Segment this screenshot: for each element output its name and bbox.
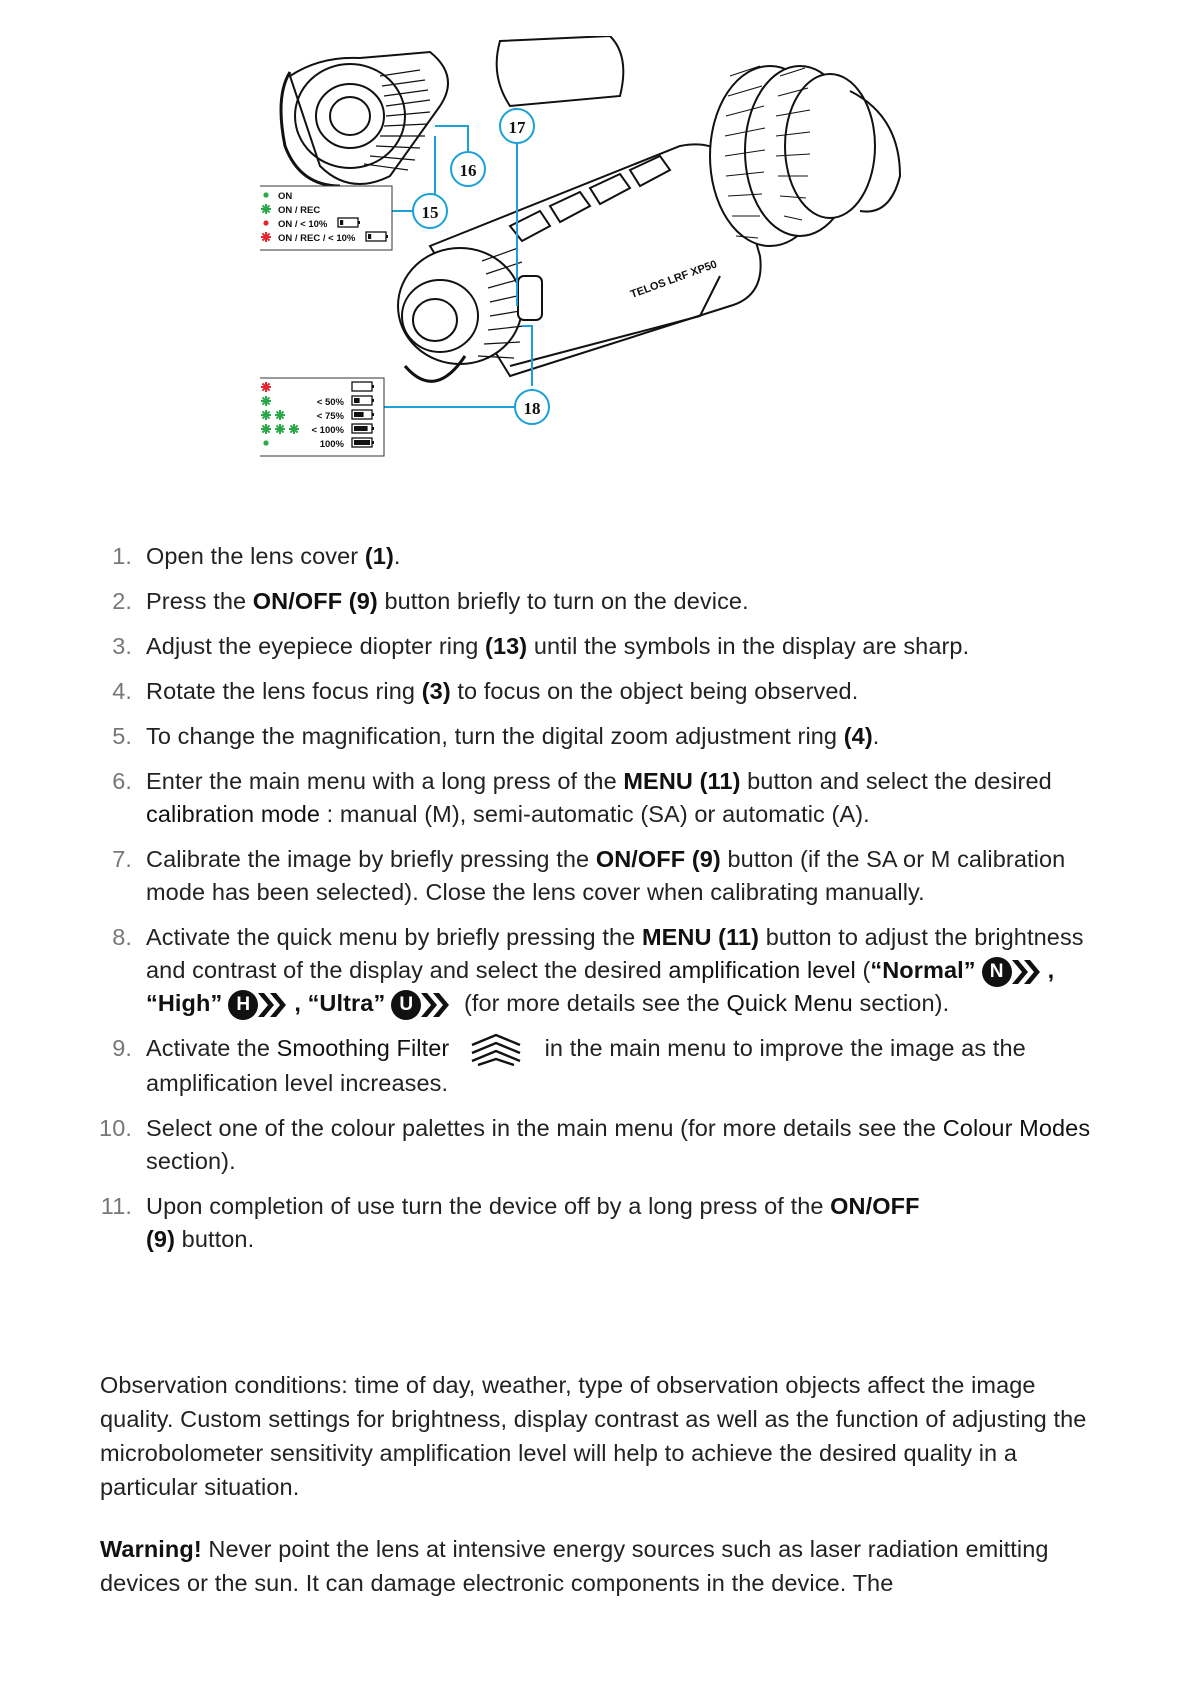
legend-label: < 75% — [316, 411, 344, 422]
step-number: 11. — [100, 1192, 132, 1219]
amplification-normal-icon — [982, 957, 1044, 987]
step-number: 5. — [112, 723, 132, 749]
led-blink-icon — [275, 424, 285, 434]
step-11 — [100, 1190, 1110, 1256]
led-blink-icon — [275, 410, 285, 420]
step-text: To change the magnification, turn the digital zoom adjustment ring — [146, 723, 844, 749]
led-status-legend — [260, 186, 392, 250]
led-dot-icon — [263, 440, 268, 445]
step-ref: ON/OFF (9) — [595, 846, 721, 872]
step-ref: (4) — [843, 723, 873, 749]
legend-label: ON — [278, 191, 293, 202]
svg-text:15: 15 — [421, 203, 439, 222]
legend-label: ON / REC / < 10% — [278, 233, 356, 244]
led-blink-icon — [261, 382, 271, 392]
amplification-high-icon — [228, 990, 290, 1020]
device-illustration — [260, 36, 940, 506]
step-text: until the symbols in the display are sharp. — [527, 633, 970, 659]
colour-modes-link: Colour Modes — [942, 1114, 1091, 1141]
step-text: (for more details see the — [457, 990, 727, 1016]
step-text: Activate the quick menu by briefly pressing the — [146, 924, 642, 950]
step-text: Enter the main menu with a long press of the — [146, 768, 624, 794]
step-ref: (13) — [485, 633, 528, 659]
step-text: in the main menu to improve the image as the amplification level increases. — [146, 1035, 1026, 1096]
legend-label: < 100% — [311, 425, 344, 436]
step-ref: ON/OFF (9) — [252, 588, 378, 614]
step-3 — [100, 630, 1110, 663]
warning-paragraph — [100, 1532, 1110, 1600]
battery-charge-legend — [260, 378, 384, 456]
step-ref: (1) — [364, 543, 394, 569]
step-ref: MENU (11) — [623, 768, 741, 794]
legend-label: ON / < 10% — [278, 219, 328, 230]
step-text: : manual (M), semi-automatic (SA) or automatic (A). — [320, 801, 870, 827]
step-2 — [100, 585, 1110, 618]
calibration-mode-link: calibration mode — [146, 801, 321, 827]
usage-steps-list — [100, 540, 1110, 1268]
led-blink-icon — [261, 232, 271, 242]
amp-letter: U — [391, 990, 421, 1020]
step-ref: MENU (11) — [641, 924, 760, 950]
step-text: . — [872, 723, 880, 749]
led-blink-icon — [289, 424, 299, 434]
step-text: Calibrate the image by briefly pressing the — [146, 846, 596, 872]
step-text: section). — [852, 990, 950, 1016]
step-text: Adjust the eyepiece diopter ring — [146, 633, 486, 659]
step-text: Press the — [146, 588, 253, 614]
step-text: Open the lens cover — [146, 543, 365, 569]
step-number: 8. — [112, 924, 132, 950]
step-5 — [100, 720, 1110, 753]
led-dot-icon — [263, 220, 268, 225]
step-text: Activate the — [146, 1035, 277, 1061]
step-ref: (3) — [421, 678, 451, 704]
svg-text:16: 16 — [459, 161, 477, 180]
warning-label: Warning! — [100, 1536, 202, 1562]
amp-letter: H — [228, 990, 258, 1020]
led-blink-icon — [261, 204, 271, 214]
step-text: button. — [175, 1225, 255, 1252]
step-text: button and select the desired — [740, 768, 1052, 794]
mode-normal-label: “Normal” — [870, 957, 976, 983]
step-9 — [100, 1032, 1110, 1100]
svg-text:18: 18 — [523, 399, 541, 418]
amp-letter: N — [982, 957, 1012, 987]
step-7 — [100, 843, 1110, 909]
step-text: section). — [146, 1147, 236, 1174]
legend-label: < 50% — [316, 397, 344, 408]
legend-label: 100% — [319, 439, 344, 450]
led-dot-icon — [263, 192, 268, 197]
warning-text: Never point the lens at intensive energy sources such as laser radiation emitting devices or the sun. It can damage electronic components in the device. The — [100, 1536, 1049, 1596]
step-text: Select one of the colour palettes in the main menu (for more details see the — [146, 1114, 943, 1141]
step-text: button (if the SA or M calibration mode has been selected). Close the lens cover when calibrating manually. — [146, 846, 1066, 905]
step-number: 3. — [112, 633, 132, 659]
observation-paragraph: Observation conditions: time of day, weather, type of observation objects affect the image quality. Custom settings for brightness, display contrast as well as the function of adjusting the microbolometer sensitivity amplification level will help to achieve the desired quality in a particular situation. — [100, 1372, 1087, 1500]
step-1 — [100, 540, 1110, 573]
step-10 — [100, 1112, 1110, 1178]
step-number: 9. — [112, 1035, 132, 1061]
amplification-level-link: amplification level — [668, 957, 856, 983]
step-number: 4. — [112, 678, 132, 704]
led-blink-icon — [261, 396, 271, 406]
step-text: Upon completion of use turn the device off by a long press of the — [146, 1192, 831, 1219]
amplification-ultra-icon — [391, 990, 453, 1020]
step-text: ( — [855, 957, 871, 983]
smoothing-filter-icon — [470, 1033, 524, 1067]
step-4 — [100, 675, 1110, 708]
step-number: 6. — [112, 768, 132, 794]
device-brand-label: TELOS LRF XP50 — [628, 258, 719, 301]
step-number: 10. — [99, 1114, 132, 1141]
step-text: . — [393, 543, 401, 569]
step-6 — [100, 765, 1110, 831]
svg-text:17: 17 — [508, 118, 526, 137]
led-blink-icon — [261, 424, 271, 434]
led-blink-icon — [261, 410, 271, 420]
quick-menu-link: Quick Menu — [726, 990, 853, 1016]
step-number: 2. — [112, 588, 132, 614]
mode-ultra-label: , “Ultra” — [294, 990, 386, 1016]
callout-17 — [500, 109, 534, 143]
step-8 — [100, 921, 1110, 1020]
step-number: 1. — [112, 543, 132, 569]
step-text: to focus on the object being observed. — [450, 678, 859, 704]
step-ref: ON/OFF (9) — [146, 1192, 920, 1252]
callout-16 — [451, 152, 485, 186]
smoothing-filter-link: Smoothing Filter — [276, 1035, 450, 1061]
step-number: 7. — [112, 846, 132, 872]
step-text: button to adjust the brightness and contrast of the display and select the desired — [146, 924, 1084, 983]
callout-18 — [515, 390, 549, 424]
legend-label: ON / REC — [278, 205, 321, 216]
step-text: Rotate the lens focus ring — [146, 678, 422, 704]
callout-15 — [413, 194, 447, 228]
step-text: button briefly to turn on the device. — [377, 588, 749, 614]
mode-high-label: , “High” — [146, 957, 1055, 1016]
